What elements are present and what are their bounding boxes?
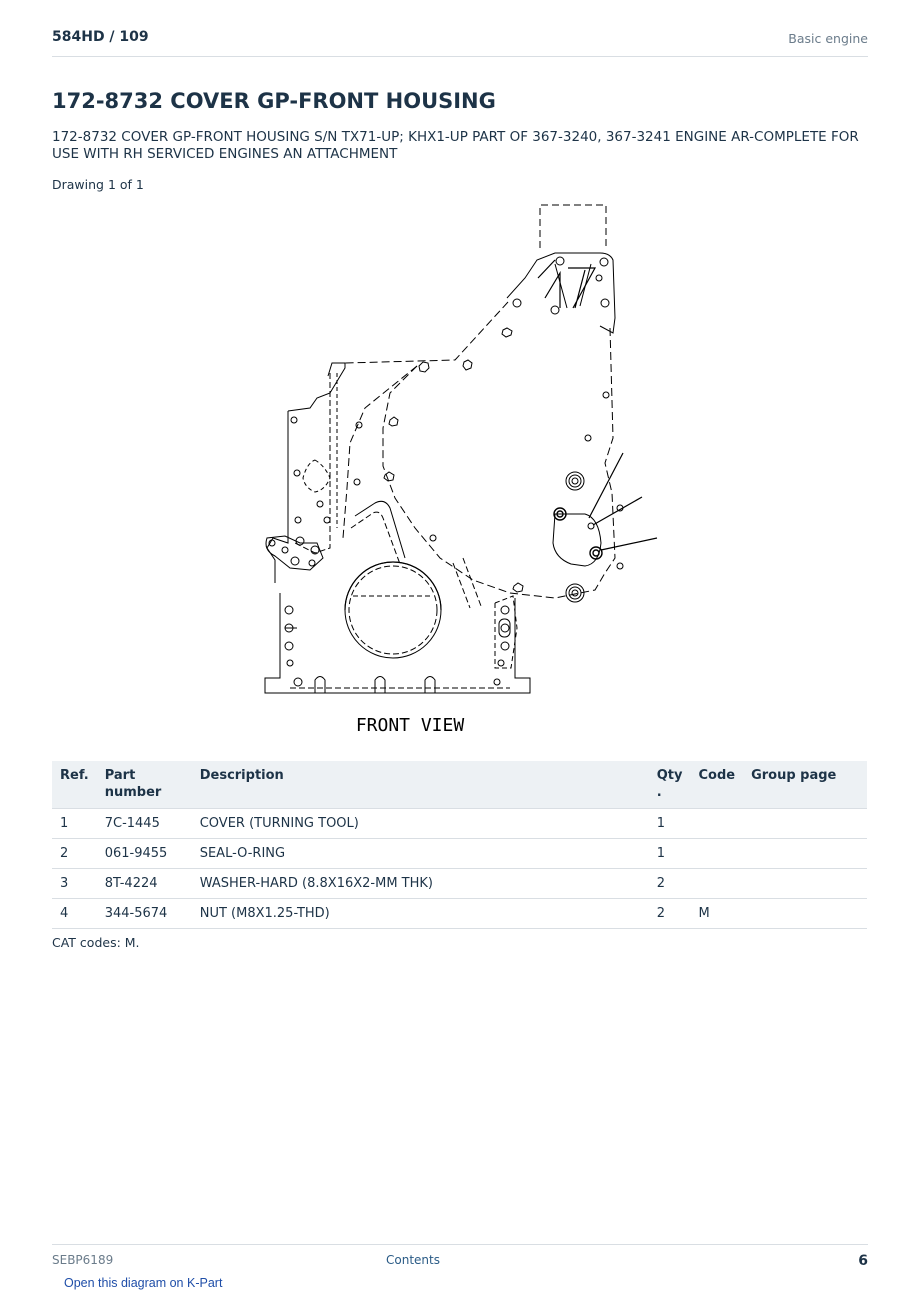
- part-description: 172-8732 COVER GP-FRONT HOUSING S/N TX71-UP; KHX1-UP PART OF 367-3240, 367-3241 ENGINE AR-COMPLETE FOR USE WITH RH SERVICED ENGINES AN ATTACHMENT: [52, 129, 859, 162]
- document-id: SEBP6189: [52, 1253, 114, 1267]
- col-code-header: Code: [690, 761, 743, 809]
- description-cell: SEAL-O-RING: [192, 839, 649, 869]
- ref-cell: 2: [52, 839, 97, 869]
- col-ref-header: Ref.: [52, 761, 97, 809]
- table-row: [52, 899, 867, 929]
- ref-cell: 4: [52, 899, 97, 929]
- page-header: [52, 28, 868, 57]
- diagram-drawing: [255, 198, 665, 743]
- front-housing-diagram: [255, 198, 665, 743]
- page-title: 172-8732 COVER GP-FRONT HOUSING: [52, 89, 496, 113]
- col-part-number-header: Part number: [97, 761, 192, 809]
- table-row: [52, 839, 867, 869]
- page-footer: [52, 1244, 868, 1275]
- description-cell: WASHER-HARD (8.8X16X2-MM THK): [192, 869, 649, 899]
- code-cell: [690, 869, 743, 899]
- part-number-cell: 344-5674: [97, 899, 192, 929]
- description-cell: COVER (TURNING TOOL): [192, 809, 649, 839]
- col-group-page-header: Group page: [743, 761, 867, 809]
- ref-cell: 1: [52, 809, 97, 839]
- part-number-cell: 8T-4224: [97, 869, 192, 899]
- col-description-header: Description: [192, 761, 649, 809]
- part-number-cell: 7C-1445: [97, 809, 192, 839]
- section-label: Basic engine: [788, 31, 868, 46]
- page-number: 6: [858, 1253, 868, 1269]
- drawing-count-label: Drawing 1 of 1: [52, 177, 144, 192]
- part-number-cell: 061-9455: [97, 839, 192, 869]
- model-page-label: 584HD / 109: [52, 29, 149, 45]
- table-row: [52, 809, 867, 839]
- table-row: [52, 869, 867, 899]
- ref-cell: 3: [52, 869, 97, 899]
- diagram-caption: FRONT VIEW: [355, 715, 465, 736]
- qty-cell: 2: [649, 869, 691, 899]
- group-page-cell: [743, 809, 867, 839]
- contents-link[interactable]: Contents: [386, 1253, 440, 1267]
- qty-cell: 1: [649, 839, 691, 869]
- group-page-cell: [743, 839, 867, 869]
- kpart-diagram-link[interactable]: Open this diagram on K-Part: [64, 1276, 223, 1290]
- parts-table: [52, 761, 867, 929]
- cat-codes-note: CAT codes: M.: [52, 935, 140, 950]
- qty-cell: 2: [649, 899, 691, 929]
- group-page-cell: [743, 869, 867, 899]
- table-header-row: [52, 761, 867, 809]
- group-page-cell: [743, 899, 867, 929]
- code-cell: [690, 839, 743, 869]
- code-cell: M: [690, 899, 743, 929]
- col-qty-header: Qty .: [649, 761, 691, 809]
- qty-cell: 1: [649, 809, 691, 839]
- code-cell: [690, 809, 743, 839]
- description-cell: NUT (M8X1.25-THD): [192, 899, 649, 929]
